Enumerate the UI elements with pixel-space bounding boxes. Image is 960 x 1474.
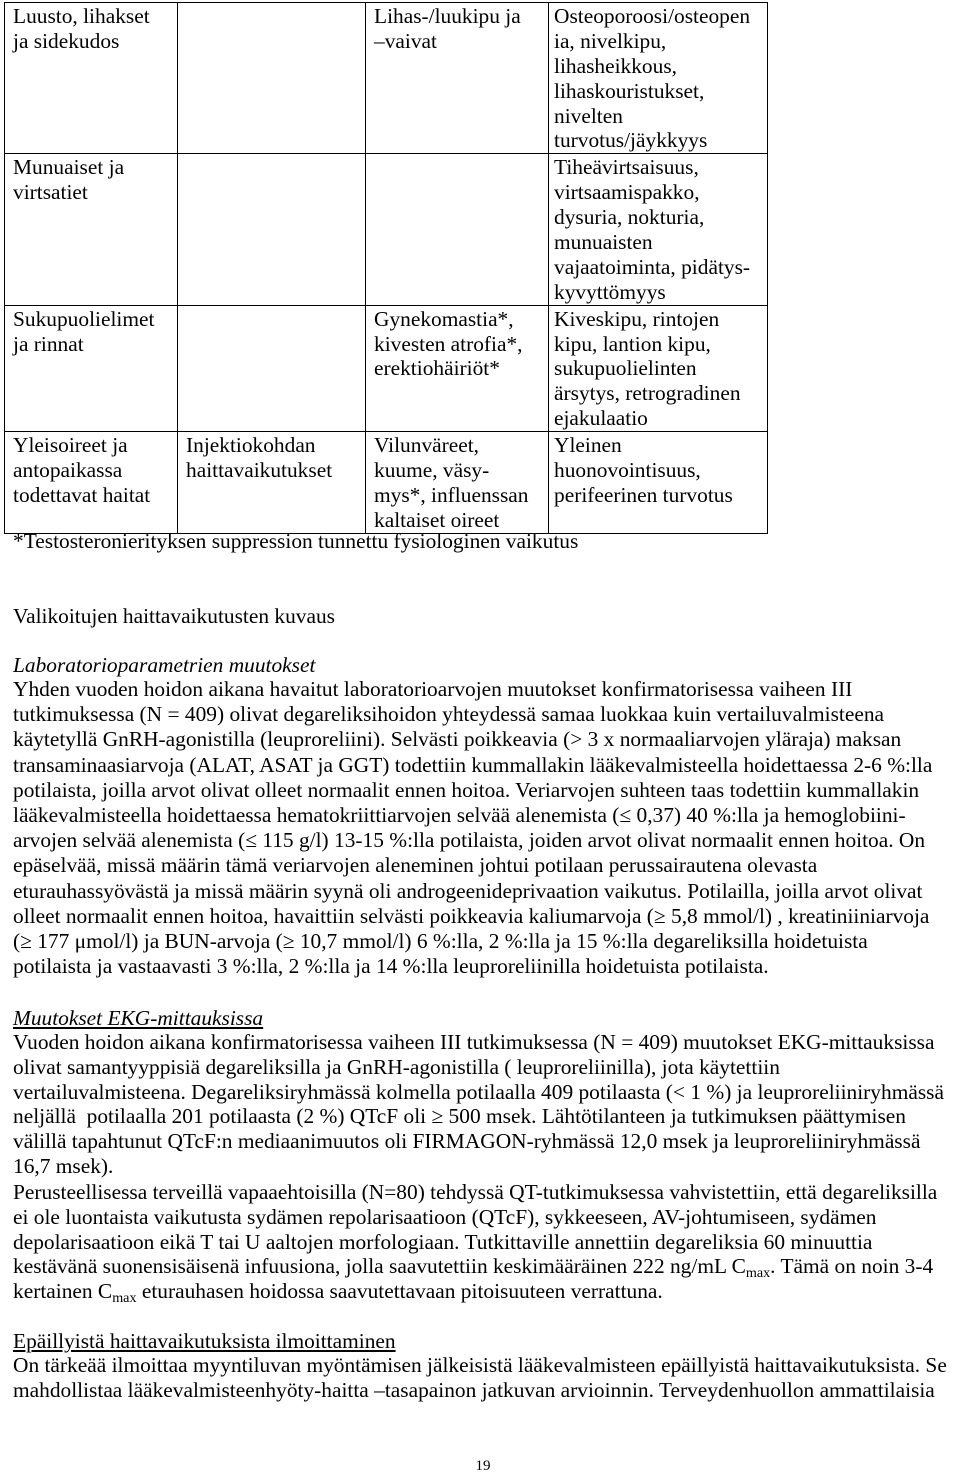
text-line: Perusteellisessa terveillä vapaaehtoisilla (N=80) tehdyssä QT-tutkimuksessa vahvistettiin, että degareliksilla [13, 1180, 938, 1204]
text-line: potilaista ja vastaavasti 3 %:lla, 2 %:lla ja 14 %:lla leuproreliinilla hoidetuista potilaista. [13, 954, 769, 979]
cell-line: Munuaiset ja [13, 155, 125, 180]
cell-line: Yleisoireet ja [13, 433, 128, 458]
text-line: potilaista, joilla arvot olivat olleet normaalit ennen hoitoa. Veriarvojen suhteen taas todettiin kummallakin [13, 777, 920, 802]
cell-line: Gynekomastia*, [374, 306, 514, 331]
table-footnote: *Testosteronierityksen suppression tunnettu fysiologinen vaikutus [13, 529, 579, 553]
cell-line: virtsaamispakko, [554, 180, 700, 205]
cell-line: perifeerinen turvotus [554, 482, 733, 507]
cmax-subscript: max [112, 1290, 137, 1307]
cell-line: dysuria, nokturia, [554, 205, 705, 230]
text-line: (≥ 177 μmol/l) ja BUN-arvoja (≥ 10,7 mmol/l) 6 %:lla, 2 %:lla ja 15 %:lla degareliksilla hoidetuista [13, 928, 868, 953]
organ-class-cell [5, 154, 178, 305]
cmax-subscript: max [745, 1265, 771, 1282]
text-line: tutkimuksessa (N = 409) olivat degareliksihoidon yhteydessä samaa luokkaa kuin vertailuvalmisteena [13, 702, 885, 727]
text-line: epäselvää, missä määrin tämä veriarvojen aleneminen johtui potilaan perussairautena olevasta [13, 853, 818, 878]
reporting-paragraph [13, 1353, 947, 1403]
cell-line: Luusto, lihakset [13, 4, 150, 28]
text-line: neljällä potilaalla 201 potilaasta (2 %) QTcF oli ≥ 500 msek. Lähtötilanteen ja tutkimuksen päättymisen [13, 1104, 906, 1129]
ekg-paragraph [13, 1030, 944, 1179]
table-cell [366, 432, 549, 534]
table-cell [178, 154, 366, 305]
reporting-heading: Epäillyistä haittavaikutuksista ilmoittaminen [13, 1329, 396, 1353]
cell-line: Vilunväreet, [374, 433, 480, 458]
text-line: mahdollistaa lääkevalmisteenhyöty-haitta –tasapainon jatkuvan arvioinnin. Terveydenhuollon ammattilaisia [13, 1378, 935, 1402]
table-cell [549, 432, 768, 534]
cell-line: ejakulaatio [554, 406, 648, 431]
text-line: ei ole luontaista vaikutusta sydämen repolarisaatioon (QTcF), sykkeeseen, AV-johtumiseen, sydämen [13, 1204, 877, 1229]
text-line [13, 1279, 937, 1307]
text-line: käytetyllä GnRH-agonistilla (leuproreliini). Selvästi poikkeavia (> 3 x normaaliarvojen yläraja) maksan [13, 727, 902, 752]
section-title: Valikoitujen haittavaikutusten kuvaus [13, 604, 335, 628]
cell-line: virtsatiet [13, 180, 88, 205]
lab-paragraph [13, 677, 932, 979]
cell-line: todettavat haitat [13, 482, 151, 507]
text-line: välillä tapahtunut QTcF:n mediaanimuutos oli FIRMAGON-ryhmässä 12,0 msek ja leuproreliiniryhmässä [13, 1129, 921, 1154]
cell-line: lihaskouristukset, [554, 78, 705, 103]
text-line: transaminaasiarvoja (ALAT, ASAT ja GGT) todettiin kummallakin lääkevalmisteella hoidettaessa 2-6 %:lla [13, 752, 933, 777]
page-number: 19 [475, 1458, 491, 1474]
text-line [13, 1254, 937, 1282]
table-cell [366, 154, 549, 305]
cell-line: ärsytys, retrogradinen [554, 381, 741, 406]
text-line: lääkevalmisteella hoidettaessa hematokriittiarvojen selvää alenemista (≤ 0,37) 40 %:lla ja hemoglobiini- [13, 802, 906, 827]
qt-study-paragraph [13, 1180, 938, 1307]
cell-line: turvotus/jäykkyys [554, 128, 708, 153]
cell-line: Osteoporoosi/osteopen [554, 4, 751, 28]
table-cell [178, 3, 366, 154]
cell-line: kipu, lantion kipu, [554, 331, 711, 356]
cell-line: kaltaiset oireet [374, 507, 500, 532]
cell-line: antopaikassa [13, 458, 123, 483]
table-cell [549, 305, 768, 431]
text-line: arvojen selvää alenemista (≤ 115 g/l) 13-15 %:lla potilaista, joiden arvot olivat normaalit ennen hoitoa. On [13, 828, 926, 853]
cell-line: huonovointisuus, [554, 458, 701, 483]
text-segment: eturauhasen hoidossa saavutettavaan pitoisuuteen verrattuna. [136, 1279, 663, 1304]
table-row [5, 432, 768, 534]
table-row [5, 305, 768, 431]
cell-line: lihasheikkous, [554, 53, 677, 78]
cell-line: kyvyttömyys [554, 279, 666, 304]
cell-line: kuume, väsy- [374, 458, 490, 483]
cell-line: mys*, influenssan [374, 482, 529, 507]
cell-line: Lihas-/luukipu ja [374, 4, 521, 28]
organ-class-cell [5, 432, 178, 534]
table-cell [549, 154, 768, 305]
organ-class-cell [5, 3, 178, 154]
table-row [5, 3, 768, 154]
text-segment: kestävänä suonensisäisenä infuusiona, jolla saavutettiin keskimääräinen 222 ng/mL C [13, 1254, 746, 1279]
table-cell [178, 305, 366, 431]
text-line: depolarisaatioon eikä T tai U aaltojen morfologiaan. Tutkittaville annettiin degareliksia 60 minuuttia [13, 1229, 873, 1254]
text-line: On tärkeää ilmoittaa myyntiluvan myöntämisen jälkeisistä lääkevalmisteen epäillyistä haittavaikutuksista. Se [13, 1353, 947, 1377]
cell-line: ja rinnat [13, 331, 84, 356]
text-line: vertailuvalmisteena. Degareliksiryhmässä kolmella potilaalla 409 potilaasta (< 1 %) ja leuproreliiniryhmässä [13, 1079, 944, 1104]
text-segment: . Tämä on noin 3-4 [770, 1254, 934, 1279]
cell-line: ja sidekudos [13, 28, 120, 53]
table-cell [178, 432, 366, 534]
text-line: olleet normaalit ennen hoitoa, havaittiin selvästi poikkeavia kaliumarvoja (≥ 5,8 mmol/l) , kreatiniiniarvoja [13, 903, 930, 928]
cell-line: kivesten atrofia*, [374, 331, 523, 356]
text-line: eturauhassyövästä ja missä määrin syynä oli androgeenideprivaation vaikutus. Potilailla, joilla arvot olivat [13, 878, 923, 903]
table-cell [549, 3, 768, 154]
cell-line: Tiheävirtsaisuus, [554, 155, 699, 180]
lab-heading: Laboratorioparametrien muutokset [13, 653, 316, 677]
text-segment: kertainen C [13, 1279, 113, 1304]
cell-line: vajaatoiminta, pidätys- [554, 254, 751, 279]
cell-line: ia, nivelkipu, [554, 28, 667, 53]
cell-line: haittavaikutukset [186, 458, 333, 483]
cell-line: Kiveskipu, rintojen [554, 306, 720, 331]
text-line: Vuoden hoidon aikana konfirmatorisessa vaiheen III tutkimuksessa (N = 409) muutokset EKG-mittauksissa [13, 1030, 935, 1054]
adverse-reactions-table [4, 2, 768, 534]
table-cell [366, 3, 549, 154]
cell-line: Yleinen [554, 433, 622, 458]
cell-line: –vaivat [374, 28, 437, 53]
cell-line: Injektiokohdan [186, 433, 316, 458]
table-cell [366, 305, 549, 431]
table-row [5, 154, 768, 305]
cell-line: munuaisten [554, 230, 653, 255]
organ-class-cell [5, 305, 178, 431]
cell-line: Sukupuolielimet [13, 306, 155, 331]
text-line: 16,7 msek). [13, 1153, 114, 1178]
cell-line: sukupuolielinten [554, 356, 697, 381]
ekg-heading: Muutokset EKG-mittauksissa [13, 1006, 264, 1030]
cell-line: erektiohäiriöt* [374, 356, 500, 381]
cell-line: nivelten [554, 103, 623, 128]
text-line: olivat samantyyppisiä degareliksilla ja GnRH-agonistilla ( leuproreliinilla), jota käytettiin [13, 1054, 780, 1079]
text-line: Yhden vuoden hoidon aikana havaitut laboratorioarvojen muutokset konfirmatorisessa vaiheen III [13, 677, 853, 701]
